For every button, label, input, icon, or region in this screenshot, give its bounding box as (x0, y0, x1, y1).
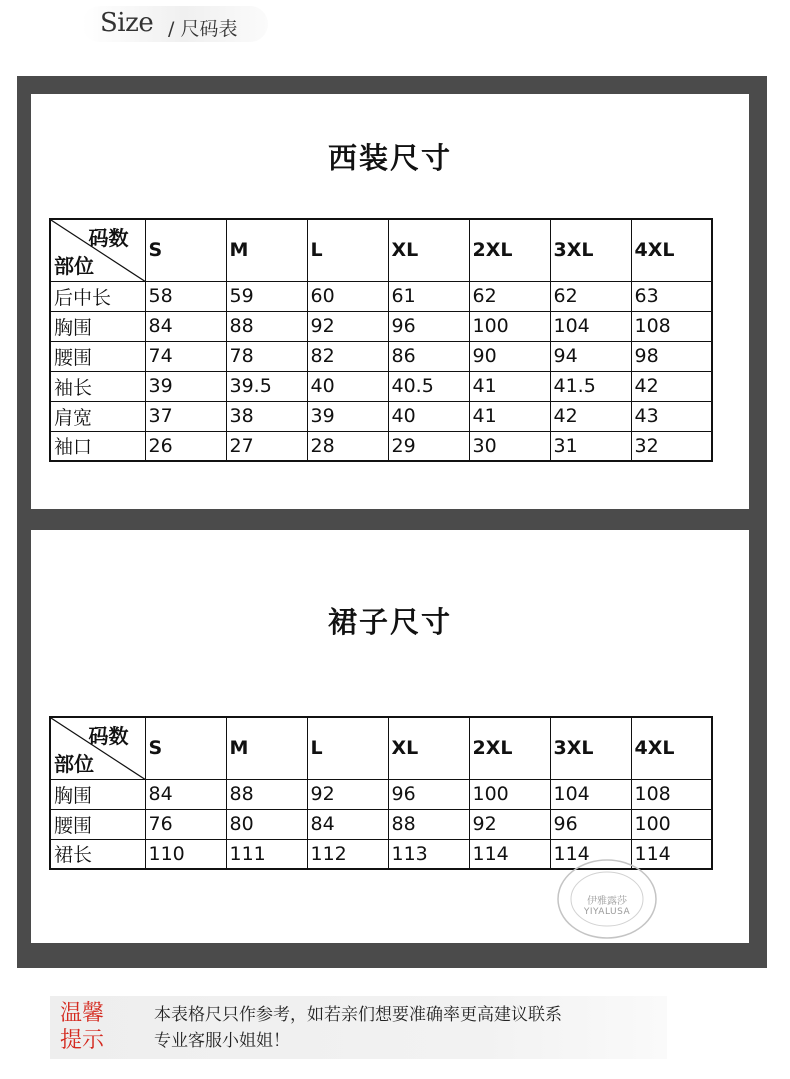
table-cell: 88 (226, 311, 307, 341)
table-row (50, 311, 712, 341)
table-cell: 74 (145, 341, 226, 371)
size-header-cell: 4XL (631, 219, 712, 281)
table-cell: 112 (307, 839, 388, 869)
size-header-cell: XL (388, 219, 469, 281)
table-cell: 62 (469, 281, 550, 311)
table-cell: 111 (226, 839, 307, 869)
table-cell: 114 (550, 839, 631, 869)
table-cell: 104 (550, 311, 631, 341)
row-label: 肩宽 (50, 401, 145, 431)
size-header-cell: S (145, 219, 226, 281)
size-header-cell: 2XL (469, 219, 550, 281)
row-label: 袖长 (50, 371, 145, 401)
table-cell: 26 (145, 431, 226, 461)
skirt-size-title: 裙子尺寸 (327, 605, 452, 639)
table-cell: 88 (388, 809, 469, 839)
table-cell: 28 (307, 431, 388, 461)
table-cell: 39.5 (226, 371, 307, 401)
table-cell: 108 (631, 311, 712, 341)
table-cell: 27 (226, 431, 307, 461)
row-label: 胸围 (50, 311, 145, 341)
table-cell: 30 (469, 431, 550, 461)
row-label: 后中长 (50, 281, 145, 311)
table-cell: 31 (550, 431, 631, 461)
table-cell: 41 (469, 401, 550, 431)
size-heading-cn: / 尺码表 (168, 18, 238, 40)
table-cell: 41.5 (550, 371, 631, 401)
size-header-cell: 3XL (550, 219, 631, 281)
table-cell: 60 (307, 281, 388, 311)
table-corner-cell (50, 219, 145, 281)
table-cell: 92 (307, 779, 388, 809)
table-cell: 86 (388, 341, 469, 371)
table-header-row (50, 717, 712, 779)
table-cell: 40 (307, 371, 388, 401)
suit-size-panel (31, 94, 749, 509)
notice-label: 温馨提示 (60, 1001, 105, 1053)
table-cell: 90 (469, 341, 550, 371)
table-row (50, 401, 712, 431)
table-row (50, 281, 712, 311)
table-cell: 41 (469, 371, 550, 401)
brand-watermark-stamp (556, 858, 658, 940)
table-row (50, 779, 712, 809)
table-cell: 92 (469, 809, 550, 839)
table-cell: 43 (631, 401, 712, 431)
table-row (50, 431, 712, 461)
table-cell: 62 (550, 281, 631, 311)
table-cell: 114 (469, 839, 550, 869)
table-row (50, 341, 712, 371)
table-cell: 37 (145, 401, 226, 431)
suit-size-title: 西装尺寸 (327, 141, 452, 175)
table-cell: 96 (550, 809, 631, 839)
table-cell: 84 (307, 809, 388, 839)
table-cell: 88 (226, 779, 307, 809)
table-cell: 104 (550, 779, 631, 809)
size-header-cell: L (307, 219, 388, 281)
skirt-size-table (49, 716, 713, 870)
table-cell: 42 (550, 401, 631, 431)
table-cell: 29 (388, 431, 469, 461)
table-cell: 59 (226, 281, 307, 311)
table-cell: 113 (388, 839, 469, 869)
row-label: 裙长 (50, 839, 145, 869)
table-cell: 108 (631, 779, 712, 809)
table-cell: 84 (145, 779, 226, 809)
size-header-cell: 4XL (631, 717, 712, 779)
table-cell: 92 (307, 311, 388, 341)
watermark-brand-en: YIYALUSA (583, 907, 631, 917)
size-header-cell: XL (388, 717, 469, 779)
size-header-cell: L (307, 717, 388, 779)
table-cell: 58 (145, 281, 226, 311)
table-cell: 40.5 (388, 371, 469, 401)
table-cell: 100 (469, 779, 550, 809)
row-label: 腰围 (50, 809, 145, 839)
table-cell: 42 (631, 371, 712, 401)
table-cell: 40 (388, 401, 469, 431)
table-cell: 39 (307, 401, 388, 431)
size-heading-en: Size (100, 8, 154, 38)
table-cell: 61 (388, 281, 469, 311)
size-header-cell: M (226, 219, 307, 281)
table-cell: 80 (226, 809, 307, 839)
table-cell: 82 (307, 341, 388, 371)
row-label: 腰围 (50, 341, 145, 371)
table-cell: 96 (388, 779, 469, 809)
notice-line: 专业客服小姐姐！ (154, 1031, 290, 1051)
corner-part-label: 部位 (54, 751, 94, 776)
size-header-cell: 3XL (550, 717, 631, 779)
size-chart-header (82, 6, 268, 42)
table-cell: 63 (631, 281, 712, 311)
table-corner-cell (50, 717, 145, 779)
row-label: 胸围 (50, 779, 145, 809)
table-cell: 98 (631, 341, 712, 371)
size-header-cell: S (145, 717, 226, 779)
notice-box (50, 996, 667, 1059)
table-cell: 38 (226, 401, 307, 431)
table-cell: 100 (631, 809, 712, 839)
notice-line: 本表格尺只作参考，如若亲们想要准确率更高建议联系 (154, 1005, 562, 1025)
table-cell: 114 (631, 839, 712, 869)
size-header-cell: M (226, 717, 307, 779)
corner-part-label: 部位 (54, 253, 94, 278)
corner-size-label: 码数 (88, 724, 129, 748)
suit-size-table (49, 218, 713, 462)
table-cell: 32 (631, 431, 712, 461)
table-row (50, 371, 712, 401)
table-cell: 94 (550, 341, 631, 371)
table-cell: 84 (145, 311, 226, 341)
table-cell: 100 (469, 311, 550, 341)
table-cell: 76 (145, 809, 226, 839)
table-cell: 110 (145, 839, 226, 869)
row-label: 袖口 (50, 431, 145, 461)
size-header-cell: 2XL (469, 717, 550, 779)
watermark-brand-cn: 伊雅露莎 (587, 896, 627, 907)
table-header-row (50, 219, 712, 281)
notice-text (154, 1002, 562, 1054)
table-cell: 96 (388, 311, 469, 341)
table-row (50, 809, 712, 839)
table-cell: 39 (145, 371, 226, 401)
table-cell: 78 (226, 341, 307, 371)
corner-size-label: 码数 (88, 226, 129, 250)
